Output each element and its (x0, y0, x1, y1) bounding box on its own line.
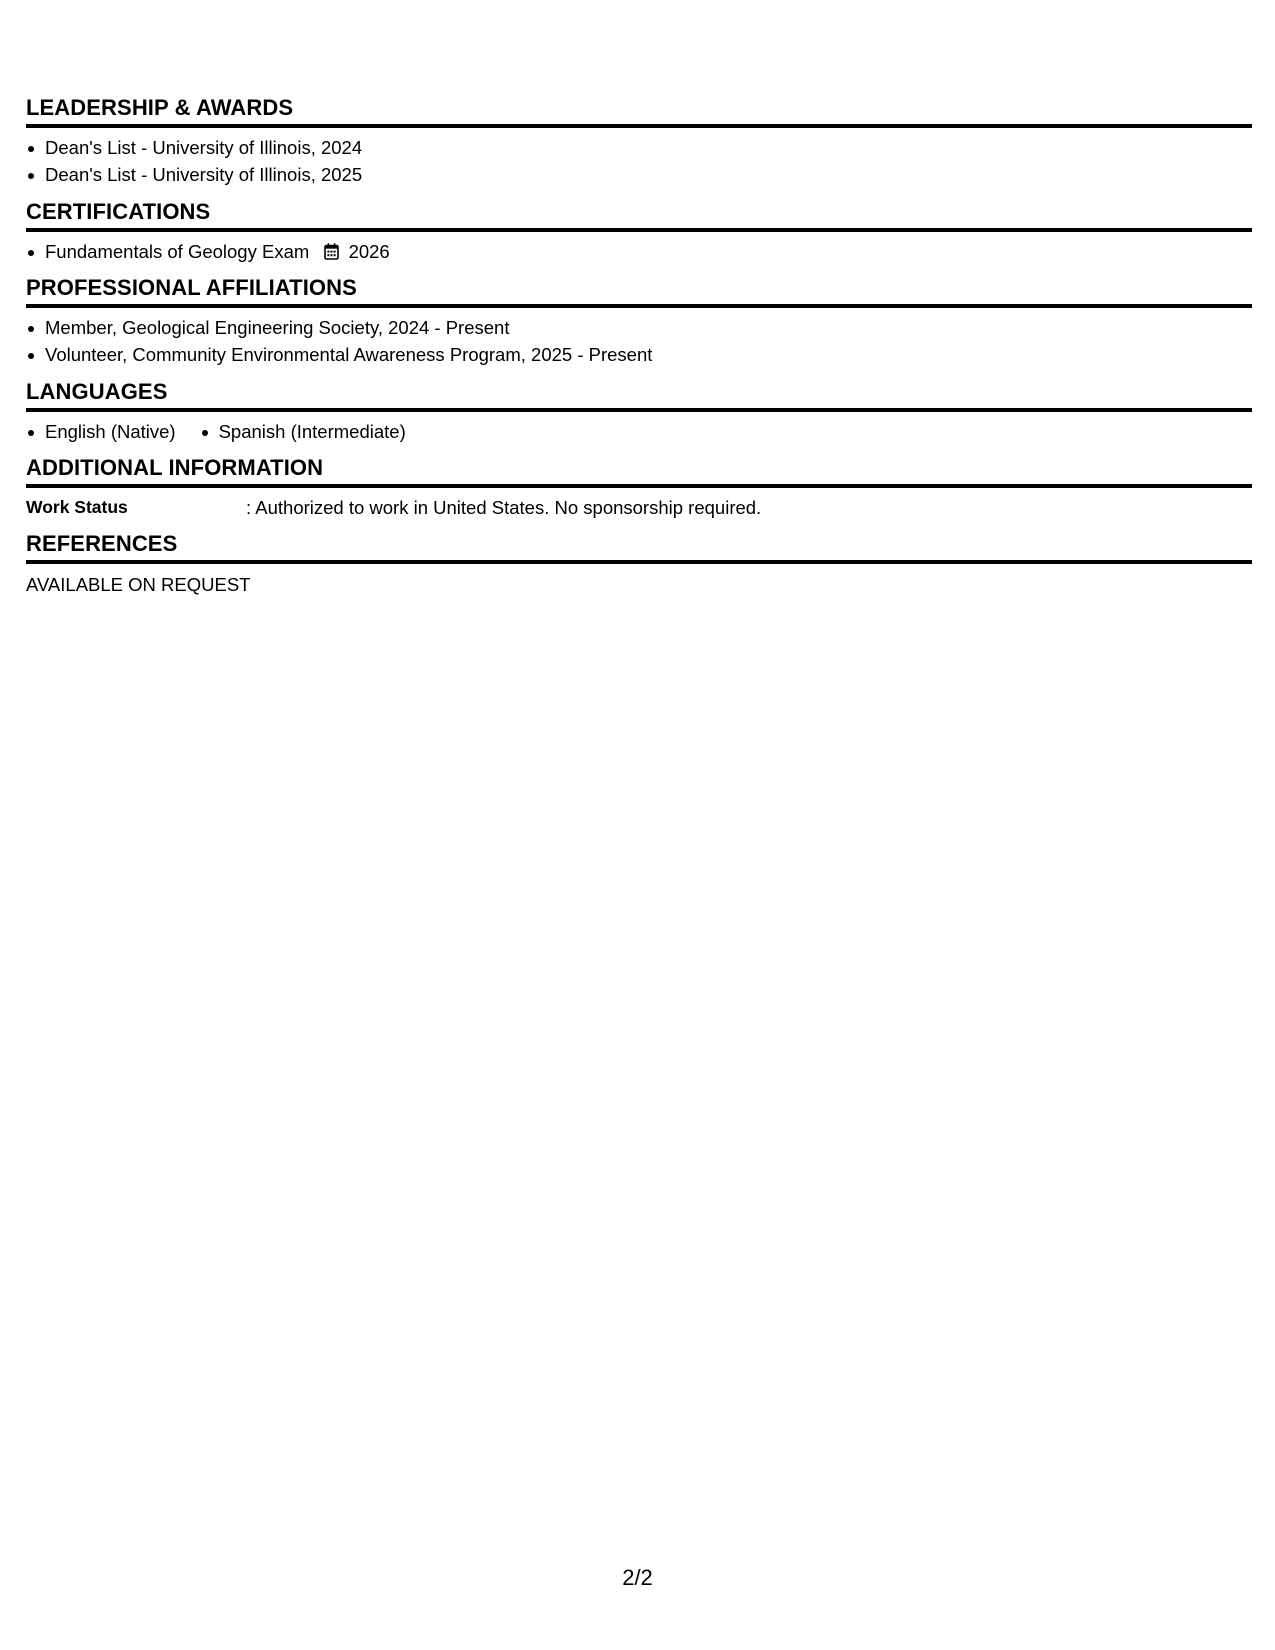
list-item: Dean's List - University of Illinois, 2024 (26, 134, 1252, 161)
references-text: AVAILABLE ON REQUEST (26, 574, 251, 595)
affiliations-section (26, 275, 1252, 379)
languages-section (26, 379, 1252, 455)
leadership-section (26, 95, 1252, 199)
list-item: Dean's List - University of Illinois, 2025 (26, 161, 1252, 188)
work-status-row (26, 488, 1252, 521)
additional-info-section (26, 455, 1252, 531)
calendar-icon (324, 243, 339, 260)
languages-list (26, 412, 1252, 445)
section-title-certifications: CERTIFICATIONS (26, 199, 1252, 232)
section-title-affiliations: PROFESSIONAL AFFILIATIONS (26, 275, 1252, 308)
resume-page (26, 95, 1252, 598)
references-section (26, 531, 1252, 598)
certification-name: Fundamentals of Geology Exam (45, 241, 310, 262)
list-item: Spanish (Intermediate) (200, 418, 406, 445)
page-number: 2/2 (622, 1565, 653, 1590)
section-title-references: REFERENCES (26, 531, 1252, 564)
work-status-value: : Authorized to work in United States. No sponsorship required. (246, 497, 762, 518)
list-item: Volunteer, Community Environmental Awareness Program, 2025 - Present (26, 341, 1252, 368)
list-item: Member, Geological Engineering Society, 2024 - Present (26, 314, 1252, 341)
work-status-label: Work Status (26, 497, 128, 517)
list-item (26, 238, 1252, 265)
certifications-list (26, 232, 1252, 265)
leadership-list (26, 128, 1252, 188)
section-title-additional: ADDITIONAL INFORMATION (26, 455, 1252, 488)
certifications-section (26, 199, 1252, 275)
list-item: English (Native) (26, 418, 176, 445)
certification-year: 2026 (348, 241, 390, 262)
affiliations-list (26, 308, 1252, 368)
section-title-leadership: LEADERSHIP & AWARDS (26, 95, 1252, 128)
section-title-languages: LANGUAGES (26, 379, 1252, 412)
